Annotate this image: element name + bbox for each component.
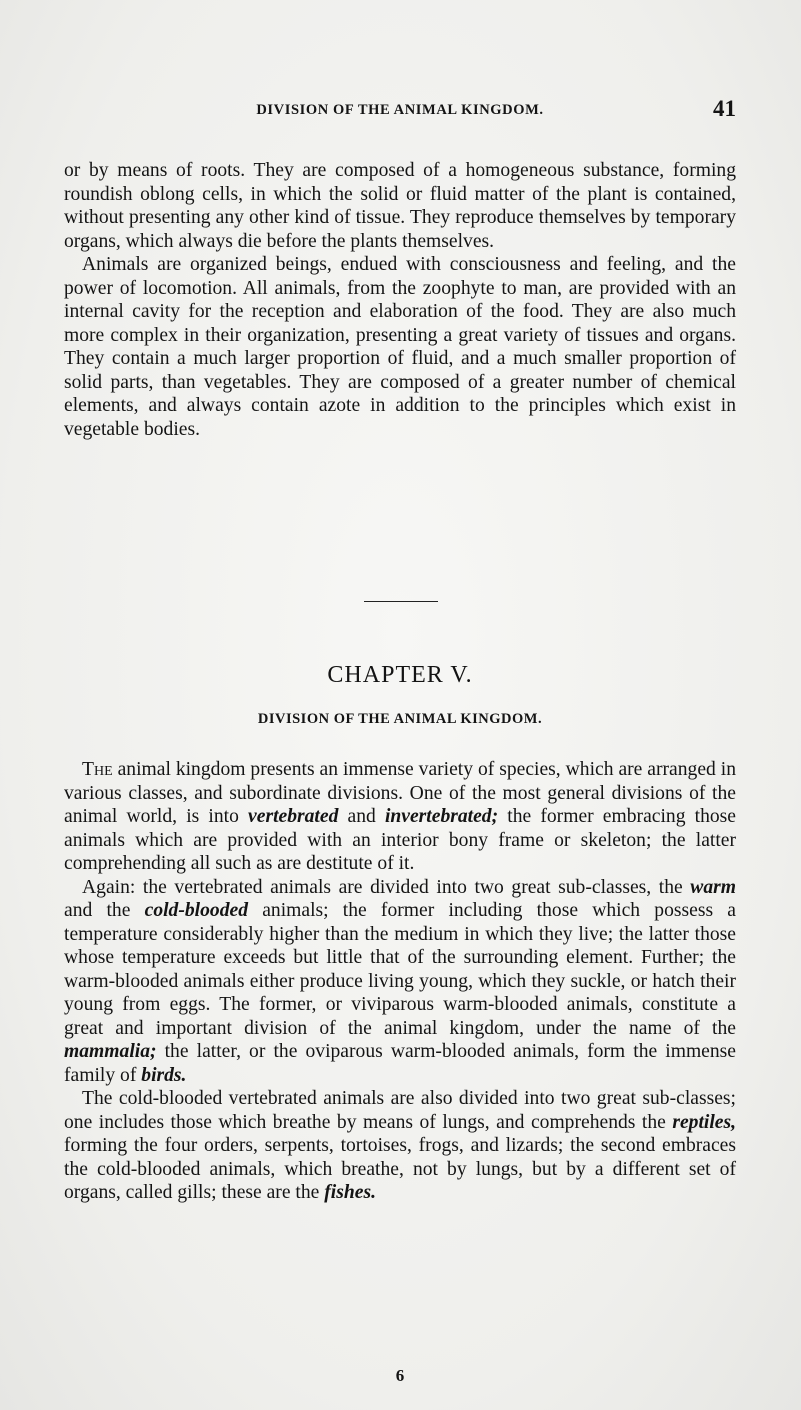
lead-word: The: [82, 759, 113, 780]
term-warm: warm: [690, 876, 736, 898]
chapter-text-section: [64, 758, 736, 1205]
term-mammalia: mammalia;: [64, 1041, 157, 1062]
paragraph-animals: Animals are organized beings, endued with consciousness and feeling, and the power of locomotion. All animals, from the zoophyte to man, are provided with an internal cavity for the reception and elaboration of the food. They are also much more complex in their organization, presenting a great variety of tissues and organs. They contain a much larger proportion of fluid, and a much smaller proportion of solid parts, than vegetables. They are composed of a greater number of chemical elements, and always contain azote in addition to the principles which exist in vegetable bodies.: [64, 254, 736, 440]
term-reptiles: reptiles,: [672, 1111, 736, 1133]
chapter-heading: CHAPTER V.: [327, 662, 473, 688]
term-cold-blooded: cold-blooded: [144, 900, 249, 921]
chapter-subheading: DIVISION OF THE ANIMAL KINGDOM.: [257, 711, 543, 727]
page-header: [64, 96, 736, 136]
term-fishes: fishes.: [324, 1182, 376, 1203]
paragraph-cold-blooded: The cold-blooded vertebrated animals are also divided into two great sub-classes; one includes those which breathe by means of lungs, and comprehends the reptiles, forming the four orders, serpents, tortoises, frogs, and lizards; the second embraces the cold-blooded animals, which breathe, not by lungs, but by a different set of organs, called gills; these are the fishes.: [64, 1088, 736, 1203]
top-text-section: [64, 159, 736, 441]
paragraph-continued: or by means of roots. They are composed of a homogeneous substance, forming roundish oblong cells, in which the solid or fluid matter of the plant is contained, without presenting any other kind of tissue. They reproduce themselves by temporary organs, which always die before the plants themselves.: [64, 160, 736, 252]
term-vertebrated: vertebrated: [248, 806, 339, 827]
section-divider-rule: [364, 601, 438, 602]
page-number: 41: [713, 96, 736, 121]
term-invertebrated: invertebrated;: [384, 806, 499, 827]
term-birds: birds.: [141, 1064, 187, 1086]
signature-mark: 6: [395, 1366, 405, 1385]
running-head: DIVISION OF THE ANIMAL KINGDOM.: [256, 102, 544, 118]
paragraph-intro: The animal kingdom presents an immense variety of species, which are arranged in various classes, and subordinate divisions. One of the most general divisions of the animal world, is into vertebrated and invertebrated; the former embracing those animals which are provided with an interior bony frame or skeleton; the latter comprehending all such as are destitute of it.: [64, 759, 736, 874]
paragraph-warm-cold: Again: the vertebrated animals are divided into two great sub-classes, the warm and the cold-blooded animals; the former including those which possess a temperature considerably higher than the medium in which they live; the latter those whose temperature exceeds but little that of the surrounding element. Further; the warm-blooded animals either produce living young, which they suckle, or hatch their young from eggs. The former, or viviparous warm-blooded animals, constitute a great and important division of the animal kingdom, under the name of the mammalia; the latter, or the oviparous warm-blooded animals, form the immense family of birds.: [64, 876, 736, 1086]
